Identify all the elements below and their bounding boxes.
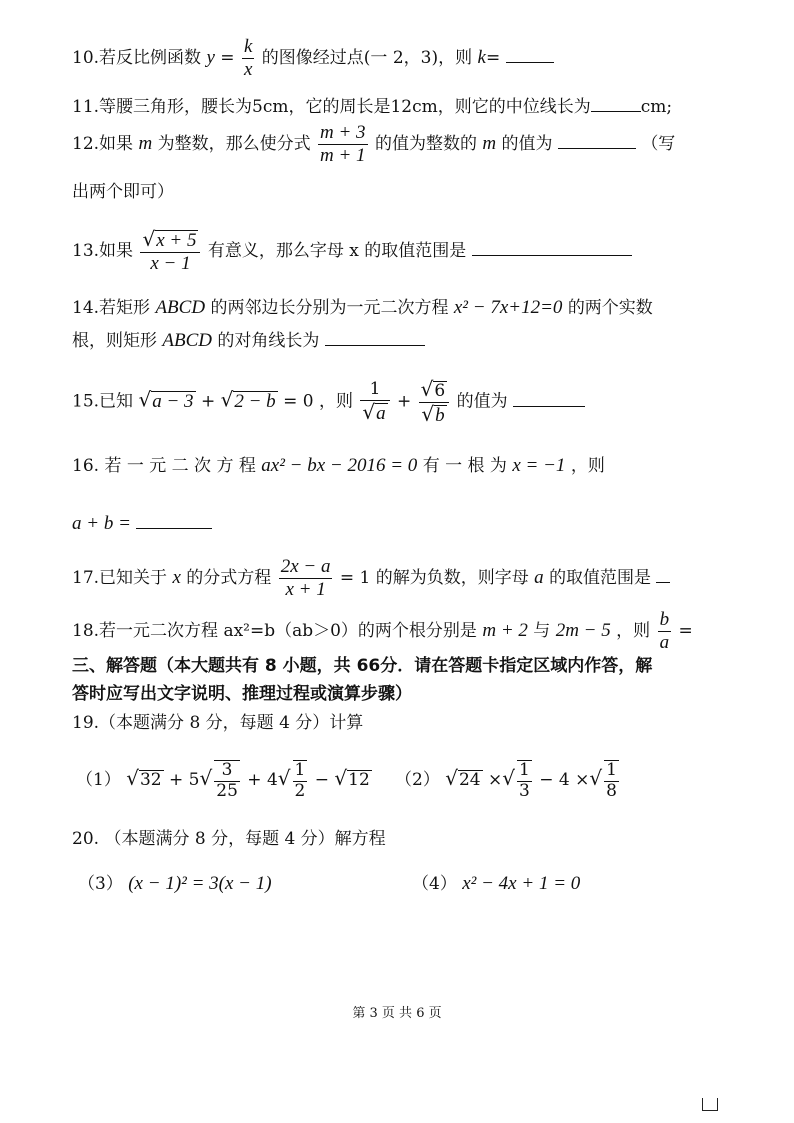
q12-m: m (138, 132, 153, 154)
q15-fraction-2 (419, 378, 450, 426)
question-17 (72, 556, 670, 601)
q19-p2-fraction-2 (604, 760, 619, 801)
question-14 (72, 298, 653, 317)
q19-p1-radicand-1: 32 (139, 770, 162, 791)
q15-plus: + (200, 391, 216, 412)
question-18 (72, 609, 693, 654)
q19-p2-f1-num: 1 (519, 760, 530, 780)
sqrt-icon: √ (142, 227, 156, 251)
sqrt-icon: √ (199, 766, 213, 791)
question-13 (72, 228, 632, 275)
q18-eq: = (678, 620, 693, 641)
q15-frac2-den (419, 403, 450, 427)
q14-text-e: 的对角线长为 (217, 331, 320, 351)
q14-abcd2: ABCD (162, 330, 213, 351)
q19-p1-f2-num: 1 (294, 760, 306, 780)
q19-p2-f2-num: 1 (606, 760, 617, 780)
q17-frac-num: 2x − a (280, 556, 331, 577)
q18-frac-den: a (659, 631, 670, 653)
q10-eq2: = (485, 47, 501, 68)
q15-frac2-radicand-den: b (435, 404, 445, 426)
q10-fraction (242, 36, 254, 81)
q15-frac2-radicand-num: 6 (434, 381, 446, 401)
q19-p2-f1-den: 3 (519, 780, 530, 801)
q19-p1-fraction-2 (293, 760, 308, 801)
question-12 (72, 122, 675, 167)
sqrt-icon: √ (334, 766, 348, 791)
q10-y: y (206, 46, 215, 68)
q19-p1-coef-2: + 4 (247, 770, 278, 791)
q14-answer-blank[interactable] (325, 329, 425, 346)
q12-text-e: （写 (641, 133, 676, 154)
q15-frac1-radicand: a (376, 402, 386, 424)
question-19-part-1 (76, 760, 372, 801)
section-3-heading-cont: 答时应写出文字说明、推理过程或演算步骤） (72, 684, 412, 704)
q19-p2-times: × (488, 770, 503, 791)
q12-prefix: 12.如果 (72, 133, 134, 154)
q18-fraction (658, 609, 672, 654)
q15-text-c: 的值为 (456, 391, 508, 412)
q19-p1-label: （1） (76, 770, 121, 791)
question-19-title: 19.（本题满分 8 分，每题 4 分）计算 (72, 713, 364, 733)
q13-text: 有意义，那么字母 x 的取值范围是 (207, 240, 467, 261)
q19-p2-fraction-1 (517, 760, 532, 801)
q20-p3-label: （3） (78, 874, 123, 894)
q15-eq: = 0 (283, 391, 314, 412)
q19-p1-f2-den: 2 (294, 780, 306, 801)
question-20-part-4 (412, 874, 580, 893)
sqrt-icon: √ (138, 387, 152, 412)
q10-mid: 的图像经过点(一 2，3)，则 (261, 47, 473, 68)
q18-prefix: 18.若一元二次方程 ax²=b（ab＞0）的两个根分别是 (72, 620, 477, 641)
question-20-title: 20. （本题满分 8 分，每题 4 分）解方程 (72, 829, 386, 849)
q14-text-b: 的两邻边长分别为一元二次方程 (210, 298, 449, 318)
q16-answer-blank[interactable] (136, 512, 212, 529)
q18-text-b: ，则 (616, 620, 651, 641)
q18-with: 与 (533, 620, 551, 641)
q19-p1-minus: − (314, 770, 329, 791)
q17-text-b: 的分式方程 (186, 567, 272, 588)
sqrt-icon: √ (445, 766, 458, 791)
question-10 (72, 36, 554, 81)
page-number: 第 3 页 共 6 页 (352, 1006, 442, 1021)
q14-prefix: 14.若矩形 (72, 298, 151, 318)
q12-m2: m (482, 132, 497, 154)
sqrt-icon: √ (420, 377, 434, 401)
q20-p4-label: （4） (412, 874, 457, 894)
q13-prefix: 13.如果 (72, 240, 134, 261)
q16-root: x = −1 (512, 455, 566, 476)
q17-prefix: 17.已知关于 (72, 567, 168, 588)
q15-radicand-2: 2 − b (234, 390, 276, 412)
q13-frac-num (140, 228, 200, 253)
q13-answer-blank[interactable] (472, 239, 632, 256)
sqrt-icon: √ (277, 766, 291, 791)
q14-text-c: 的两个实数 (567, 298, 653, 318)
q15-frac2-num (419, 378, 450, 403)
q15-frac1-num: 1 (360, 380, 389, 401)
q10-answer-blank[interactable] (506, 46, 554, 63)
question-19-part-2 (395, 760, 621, 801)
question-15 (72, 378, 585, 426)
q17-x: x (172, 566, 181, 588)
q10-frac-den: x (243, 58, 253, 80)
sqrt-icon: √ (362, 399, 376, 424)
q16-prefix: 16. 若 一 元 二 次 方 程 (72, 456, 256, 476)
q15-radicand-1: a − 3 (152, 390, 194, 412)
q18-frac-num: b (659, 609, 670, 630)
q16-text-c: ，则 (570, 456, 605, 476)
question-11 (72, 95, 672, 116)
q12-frac-den: m + 1 (320, 144, 366, 166)
question-16 (72, 456, 605, 475)
sqrt-icon: √ (589, 766, 603, 791)
q15-prefix: 15.已知 (72, 391, 134, 412)
q19-p2-label: （2） (395, 770, 440, 791)
sqrt-icon: √ (126, 766, 139, 791)
q18-root-2: 2m − 5 (555, 619, 611, 641)
q19-p2-coef: − 4 × (539, 770, 590, 791)
q17-frac-den: x + 1 (285, 578, 326, 600)
q14-equation: x² − 7x+12=0 (453, 297, 563, 318)
q20-p4-equation: x² − 4x + 1 = 0 (462, 873, 581, 894)
q17-answer-blank[interactable] (656, 566, 670, 583)
q13-frac-den: x − 1 (150, 252, 191, 274)
q19-p1-radicand-2: 12 (348, 770, 370, 791)
q17-fraction (279, 556, 333, 601)
section-3-heading: 三、解答题（本大题共有 8 小题，共 66分．请在答题卡指定区域内作答，解 (72, 656, 653, 676)
sqrt-icon: √ (502, 766, 516, 791)
q11-unit: cm; (640, 97, 673, 117)
q14-abcd: ABCD (155, 297, 206, 318)
q12-text-c: 的值为整数的 (374, 133, 477, 154)
q15-plus-2: + (397, 391, 412, 412)
q13-radicand: x + 5 (156, 230, 197, 251)
sqrt-icon: √ (421, 401, 435, 426)
q20-p3-equation: (x − 1)² = 3(x − 1) (128, 873, 272, 894)
q15-frac1-den (360, 401, 389, 425)
q10-frac-num: k (243, 36, 253, 57)
q12-text-b: 为整数，那么使分式 (157, 133, 311, 154)
q17-text-c: 的解为负数，则字母 (375, 567, 529, 588)
q12-fraction (318, 122, 368, 167)
q17-eq: = 1 (339, 567, 371, 588)
q17-a: a (534, 566, 544, 588)
q19-p1-f1-num: 3 (214, 761, 240, 782)
q19-p1-f1-den: 25 (216, 780, 238, 801)
q16-ab: a + b = (72, 513, 131, 534)
q15-fraction-1 (360, 380, 389, 424)
q19-p2-f2-den: 8 (606, 780, 617, 801)
question-20-part-3 (78, 874, 272, 893)
q10-k: k (477, 46, 486, 68)
q19-p1-fraction-1 (214, 760, 240, 801)
q11-text: 11.等腰三角形，腰长为5cm，它的周长是12cm，则它的中位线长为 (72, 97, 591, 117)
corner-mark (702, 1098, 718, 1111)
q12-answer-blank[interactable] (558, 132, 636, 149)
q18-root-1: m + 2 (482, 619, 528, 641)
question-16-continued (72, 512, 212, 533)
q17-text-d: 的取值范围是 (549, 567, 652, 588)
question-14-continued (72, 329, 425, 350)
q19-p2-radicand: 24 (458, 770, 481, 791)
q13-fraction (140, 228, 200, 275)
q12-text-d: 的值为 (501, 133, 553, 154)
q10-prefix: 10.若反比例函数 (72, 47, 202, 68)
q10-eq: = (220, 47, 235, 68)
q12-frac-num: m + 3 (320, 122, 366, 143)
sqrt-icon: √ (220, 387, 234, 412)
q15-answer-blank[interactable] (513, 390, 585, 407)
q16-equation: ax² − bx − 2016 = 0 (261, 455, 418, 476)
q16-text-b: 有 一 根 为 (422, 456, 507, 476)
q15-text-b: ，则 (318, 391, 353, 412)
q14-text-d: 根，则矩形 (72, 331, 157, 351)
question-12-continued: 出两个即可） (72, 182, 174, 202)
q11-answer-blank[interactable] (591, 95, 641, 112)
q19-p1-coef-1: + 5 (169, 770, 200, 791)
